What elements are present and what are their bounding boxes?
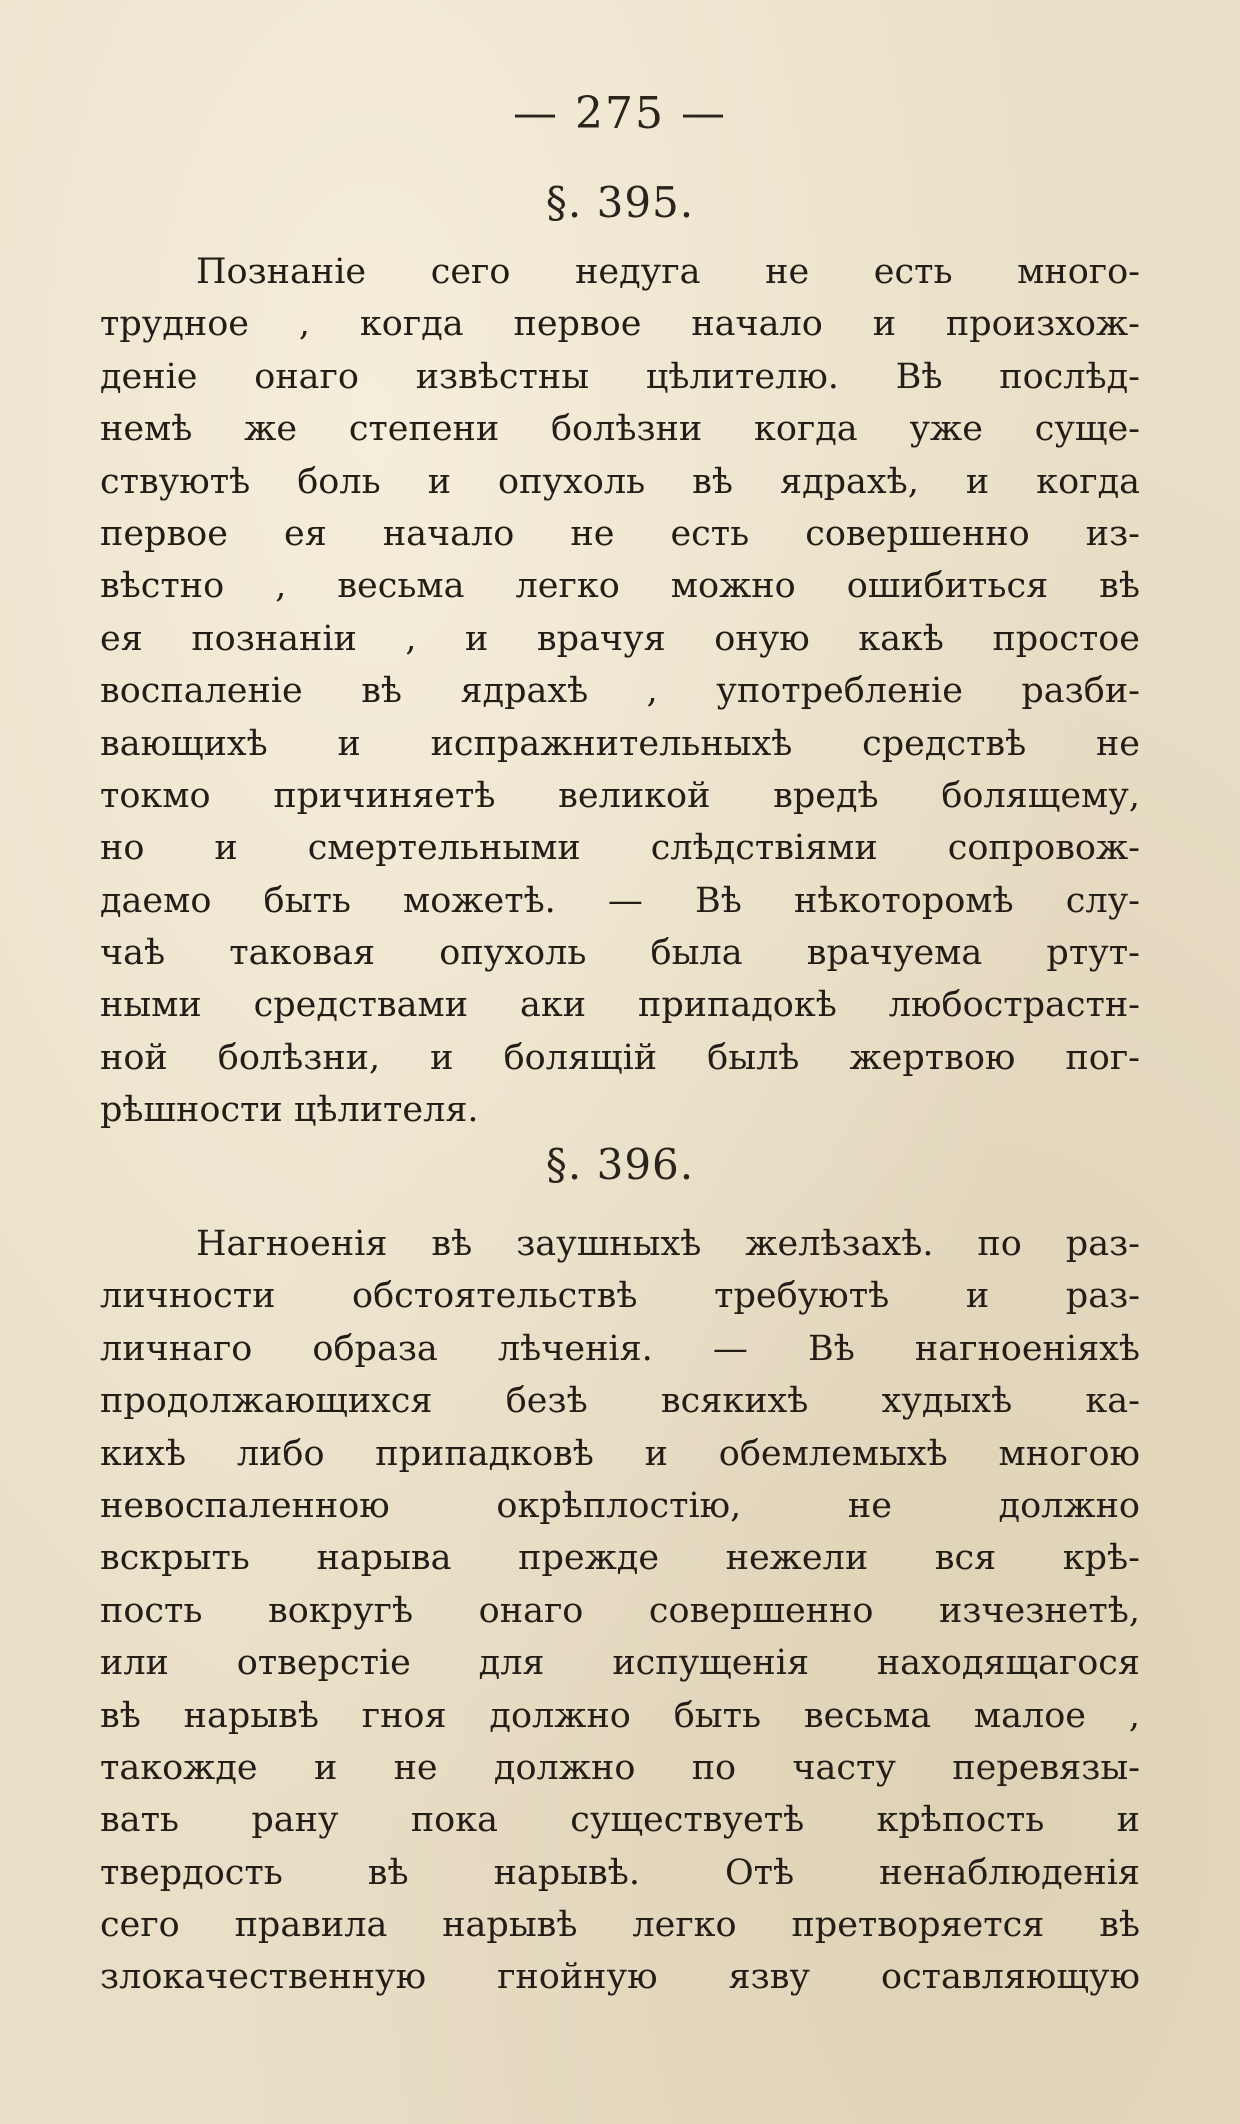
- text-line: токмо причиняетѣ великой вредѣ болящему,: [100, 775, 1140, 816]
- text-line: твердость вѣ нарывѣ. Отѣ ненаблюденія: [100, 1852, 1140, 1893]
- text-line: воспаленіе вѣ ядрахѣ , употребленіе разби-: [100, 671, 1140, 712]
- text-line: первое ея начало не есть совершенно из-: [100, 513, 1140, 554]
- text-line: деніе онаго извѣстны цѣлителю. Вѣ послѣд-: [100, 356, 1140, 397]
- text-line: или отверстіе для испущенія находящагося: [100, 1643, 1140, 1684]
- text-line: кихѣ либо припадковѣ и обемлемыхѣ многою: [100, 1433, 1140, 1474]
- text-line: вскрыть нарыва прежде нежели вся крѣ-: [100, 1538, 1140, 1579]
- text-line: личности обстоятельствѣ требуютѣ и раз-: [100, 1276, 1140, 1317]
- text-line: вѣ нарывѣ гноя должно быть весьма малое ,: [100, 1695, 1140, 1736]
- text-line: вающихѣ и испражнительныхѣ средствѣ не: [100, 723, 1140, 764]
- text-line: сего правила нарывѣ легко претворяется вѣ: [100, 1905, 1140, 1946]
- section-heading-396: §. 396.: [545, 1140, 695, 1189]
- text-line: вѣстно , весьма легко можно ошибиться вѣ: [100, 566, 1140, 607]
- text-line: ствуютѣ боль и опухоль вѣ ядрахѣ, и когда: [100, 461, 1140, 502]
- text-line: ной болѣзни, и болящій былѣ жертвою пог-: [100, 1037, 1140, 1078]
- paragraph-395: [100, 246, 1140, 1137]
- text-line: такожде и не должно по часту перевязы-: [100, 1747, 1140, 1788]
- text-line: немѣ же степени болѣзни когда уже суще-: [100, 409, 1140, 450]
- text-line: личнаго образа лѣченія. — Вѣ нагноеніяхѣ: [100, 1328, 1140, 1369]
- text-line: пость вокругѣ онаго совершенно изчезнетѣ,: [100, 1590, 1140, 1631]
- text-line: злокачественную гнойную язву оставляющую: [100, 1957, 1140, 1998]
- text-line: Познаніе сего недуга не есть много-: [196, 252, 1140, 292]
- page-number: — 275 —: [513, 88, 727, 139]
- text-line: рѣшности цѣлителя.: [100, 1090, 479, 1131]
- text-line: ными средствами аки припадокѣ любострастн-: [100, 985, 1140, 1026]
- text-line: трудное , когда первое начало и произхож-: [100, 304, 1140, 345]
- text-line: продолжающихся безѣ всякихѣ худыхѣ ка-: [100, 1381, 1140, 1422]
- text-line: ея познаніи , и врачуя оную какѣ простое: [100, 618, 1140, 659]
- text-line: невоспаленною окрѣплостію, не должно: [100, 1485, 1140, 1526]
- text-line: Нагноенія вѣ заушныхѣ желѣзахѣ. по раз-: [196, 1224, 1140, 1264]
- text-line: чаѣ таковая опухоль была врачуема ртут-: [100, 933, 1140, 974]
- paragraph-396: [100, 1218, 1140, 2004]
- text-line: даемо быть можетѣ. — Вѣ нѣкоторомѣ слу-: [100, 880, 1140, 921]
- section-heading-395: §. 395.: [545, 178, 695, 227]
- text-line: вать рану пока существуетѣ крѣпость и: [100, 1800, 1140, 1841]
- text-line: но и смертельными слѣдствіями сопровож-: [100, 828, 1140, 869]
